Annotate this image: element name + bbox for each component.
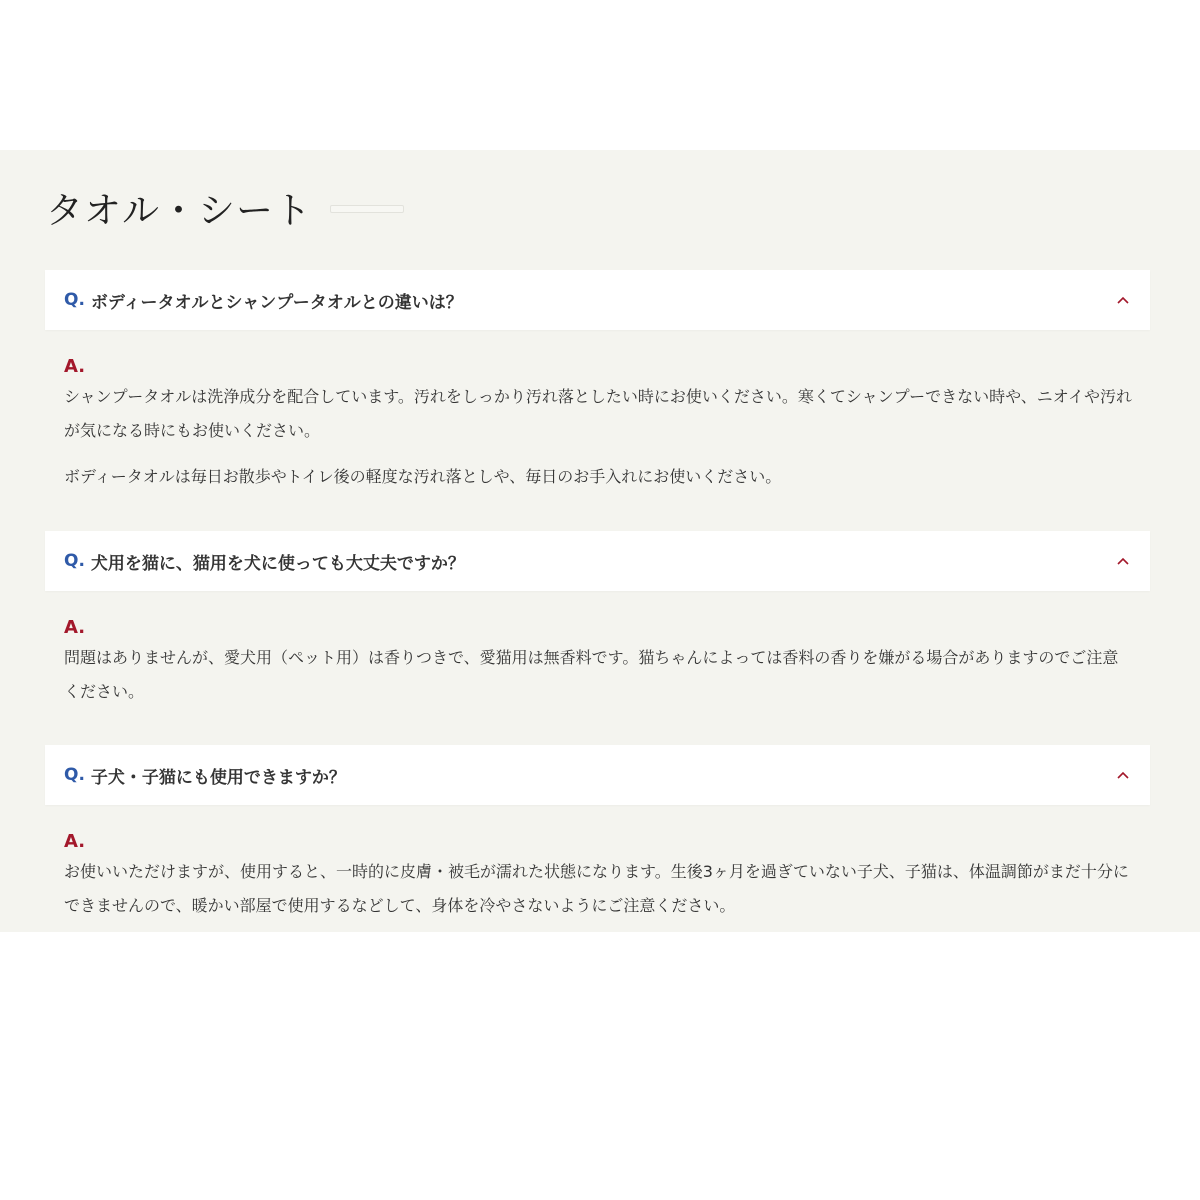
answer-paragraph: お使いいただけますが、使用すると、一時的に皮膚・被毛が濡れた状態になります。生後3ヶ月を過ぎていない子犬、子猫は、体温調節がまだ十分にできませんので、暖かい部屋で使用するなどして、身体を冷やさないようにご注意ください。 [64, 862, 1129, 915]
faq-answer [45, 831, 1150, 923]
answer-paragraph: シャンプータオルは洗浄成分を配合しています。汚れをしっかり汚れ落としたい時にお使いください。寒くてシャンプーできない時や、ニオイや汚れが気になる時にもお使いください。 [64, 387, 1133, 440]
chevron-up-icon[interactable] [1116, 554, 1130, 568]
faq-answer [45, 356, 1150, 494]
answer-paragraph: ボディータオルは毎日お散歩やトイレ後の軽度な汚れ落としや、毎日のお手入れにお使いください。 [64, 467, 782, 486]
question-prefix: Q. [64, 290, 85, 310]
answer-paragraph: 問題はありませんが、愛犬用（ペット用）は香りつきで、愛猫用は無香料です。猫ちゃんによっては香料の香りを嫌がる場合がありますのでご注意ください。 [64, 648, 1119, 701]
section-title: タオル・シート [46, 189, 312, 232]
faq-question-toggle[interactable] [45, 745, 1150, 805]
faq-item [45, 531, 1150, 709]
answer-prefix: A. [64, 617, 86, 638]
faq-item [45, 270, 1150, 494]
question-text: 子犬・子猫にも使用できますか？ [90, 767, 346, 788]
question-text: 犬用を猫に、猫用を犬に使っても大丈夫ですか？ [90, 553, 465, 574]
faq-question-toggle[interactable] [45, 270, 1150, 330]
faq-panel [0, 150, 1200, 932]
faq-question-toggle[interactable] [45, 531, 1150, 591]
question-text: ボディータオルとシャンプータオルとの違いは？ [90, 292, 463, 313]
title-divider [330, 205, 404, 213]
answer-prefix: A. [64, 356, 86, 377]
answer-prefix: A. [64, 831, 86, 852]
faq-item [45, 745, 1150, 923]
faq-answer [45, 617, 1150, 709]
question-prefix: Q. [64, 551, 85, 571]
section-header [46, 182, 404, 232]
question-prefix: Q. [64, 765, 85, 785]
chevron-up-icon[interactable] [1116, 768, 1130, 782]
chevron-up-icon[interactable] [1116, 293, 1130, 307]
